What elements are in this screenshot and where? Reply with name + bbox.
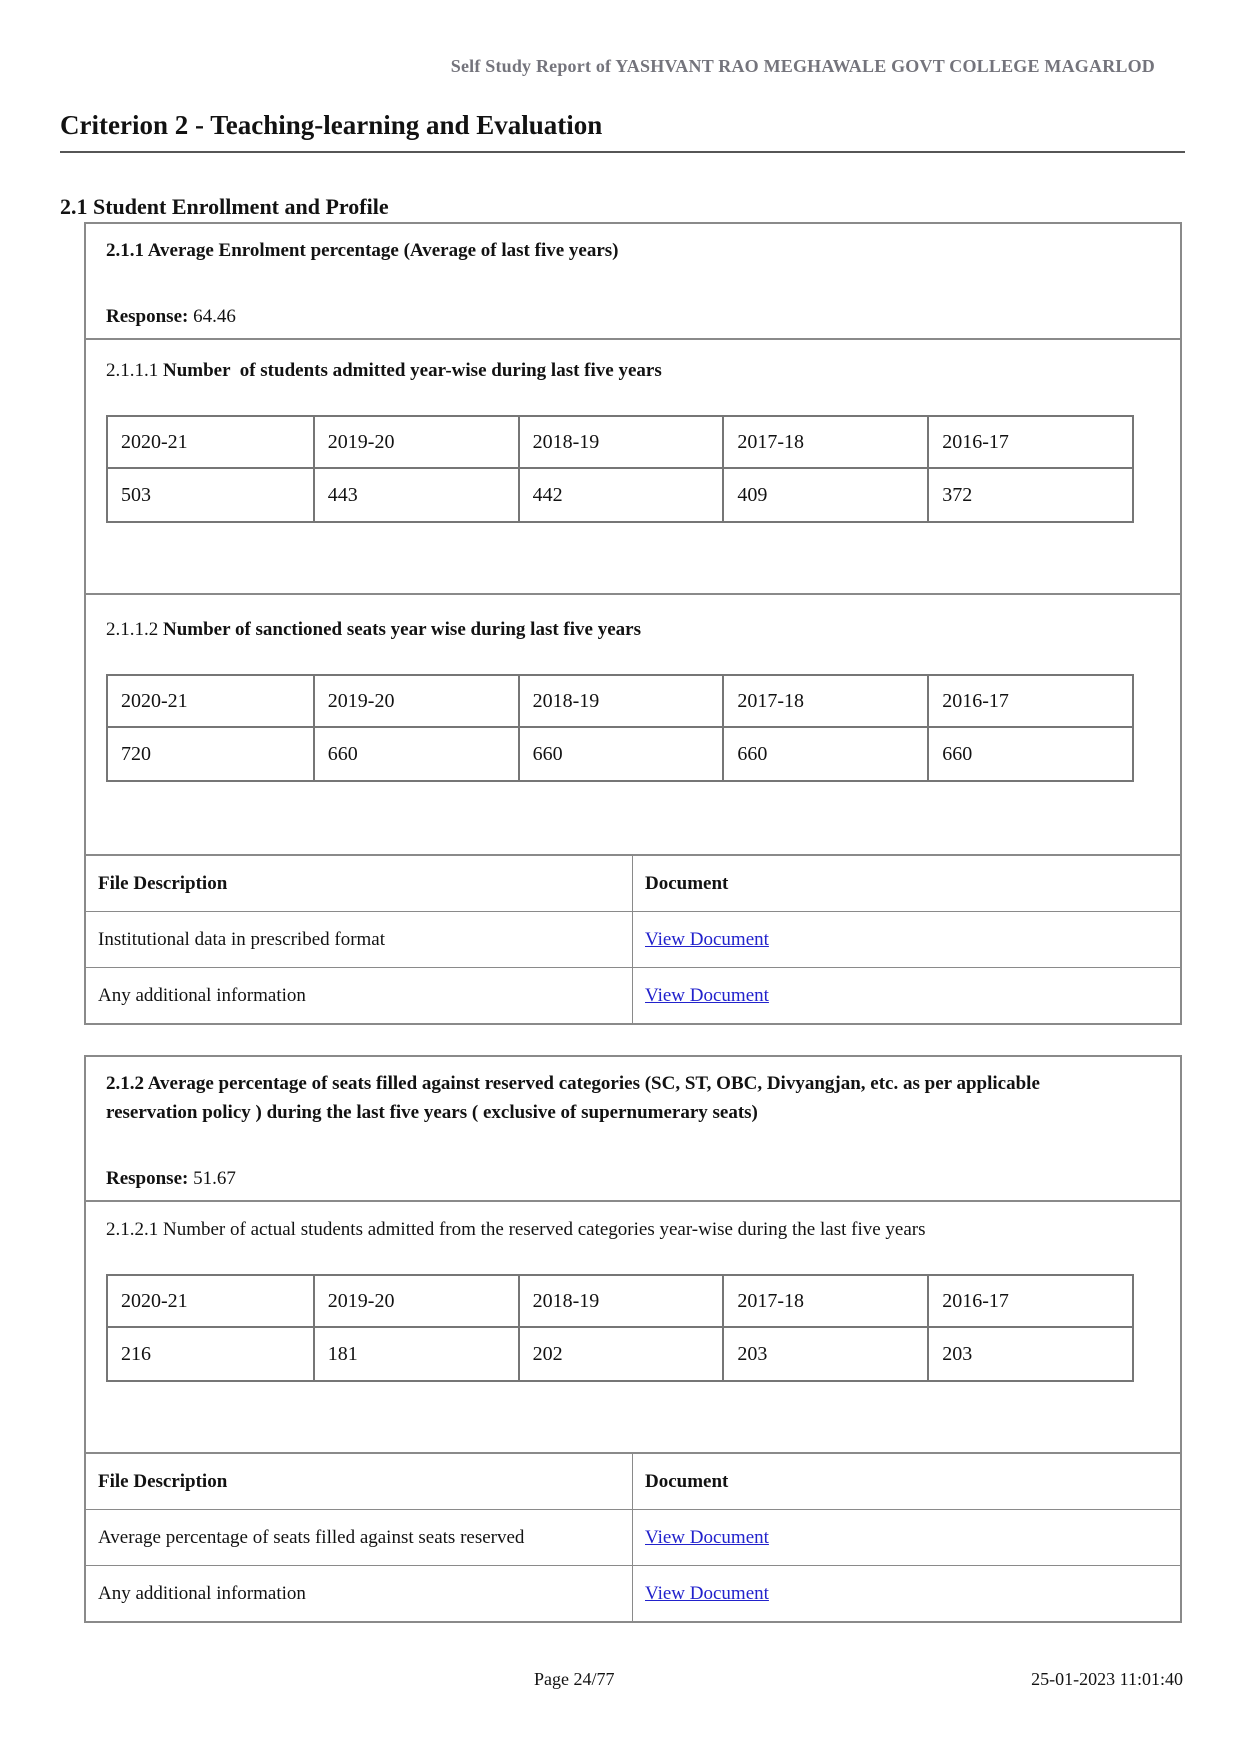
subsection-2-1-2-1-heading bbox=[106, 1215, 1106, 1245]
document-cell bbox=[633, 1565, 1180, 1621]
year-header-cell: 2019-20 bbox=[313, 417, 518, 467]
year-header-cell: 2019-20 bbox=[313, 676, 518, 726]
response-value: 51.67 bbox=[193, 1168, 236, 1189]
table-header-row bbox=[108, 676, 1132, 726]
subsection-2-1-2-1 bbox=[86, 1200, 1180, 1452]
year-header-cell: 2018-19 bbox=[518, 1276, 723, 1326]
document-header: Document bbox=[645, 873, 729, 894]
metric-2-1-1-response bbox=[106, 304, 1160, 330]
subsection-label: Number of actual students admitted from the reserved categories year-wise during the last five years bbox=[163, 1219, 926, 1240]
view-document-link[interactable]: View Document bbox=[645, 1527, 769, 1548]
table-header-row bbox=[108, 417, 1132, 467]
document-cell bbox=[633, 911, 1180, 967]
value-cell: 660 bbox=[722, 728, 927, 780]
file-description-table bbox=[86, 854, 1180, 1023]
year-header-cell: 2017-18 bbox=[722, 676, 927, 726]
value-cell: 203 bbox=[722, 1328, 927, 1380]
table-header-row bbox=[108, 1276, 1132, 1326]
file-description-header: File Description bbox=[86, 1454, 633, 1509]
subsection-2-1-1-2-heading bbox=[106, 615, 1106, 645]
subsection-label: Number of students admitted year-wise during last five years bbox=[163, 360, 662, 381]
value-cell: 181 bbox=[313, 1328, 518, 1380]
file-description-cell: Any additional information bbox=[86, 1565, 633, 1621]
year-header-cell: 2020-21 bbox=[121, 689, 188, 712]
value-cell: 216 bbox=[121, 1342, 151, 1365]
page-number: Page 24/77 bbox=[534, 1669, 615, 1689]
file-description-header: File Description bbox=[86, 856, 633, 911]
year-header-cell: 2017-18 bbox=[722, 1276, 927, 1326]
metric-2-1-1-title: 2.1.1 Average Enrolment percentage (Average of last five years) bbox=[106, 240, 619, 261]
view-document-link[interactable]: View Document bbox=[645, 929, 769, 950]
value-cell: 409 bbox=[722, 469, 927, 521]
subsection-number: 2.1.1.1 bbox=[106, 360, 159, 381]
response-label: Response: bbox=[106, 1168, 189, 1189]
year-header-cell: 2016-17 bbox=[927, 676, 1132, 726]
year-header-cell: 2016-17 bbox=[927, 1276, 1132, 1326]
sanctioned-seats-table bbox=[106, 674, 1134, 782]
year-header-cell: 2018-19 bbox=[518, 417, 723, 467]
file-description-cell: Institutional data in prescribed format bbox=[86, 911, 633, 967]
subsection-2-1-1-2 bbox=[86, 593, 1180, 854]
value-cell: 442 bbox=[518, 469, 723, 521]
table-value-row bbox=[108, 467, 1132, 521]
metric-2-1-1-head bbox=[86, 224, 1180, 338]
year-header-cell: 2017-18 bbox=[722, 417, 927, 467]
file-description-table bbox=[86, 1452, 1180, 1621]
table-value-row bbox=[108, 1326, 1132, 1380]
year-header-cell: 2019-20 bbox=[313, 1276, 518, 1326]
year-header-cell: 2020-21 bbox=[121, 430, 188, 453]
value-cell: 372 bbox=[927, 469, 1132, 521]
view-document-link[interactable]: View Document bbox=[645, 1583, 769, 1604]
value-cell: 720 bbox=[121, 742, 151, 765]
file-description-cell bbox=[86, 1509, 633, 1565]
response-label: Response: bbox=[106, 306, 189, 327]
table-value-row bbox=[108, 726, 1132, 780]
year-header-cell: 2020-21 bbox=[121, 1289, 188, 1312]
page-footer bbox=[60, 1668, 1185, 1694]
value-cell: 503 bbox=[121, 483, 151, 506]
metric-2-1-2-response bbox=[106, 1166, 1160, 1192]
metric-2-1-2-box bbox=[84, 1055, 1182, 1623]
subsection-number: 2.1.1.2 bbox=[106, 619, 159, 640]
subsection-label: Number of sanctioned seats year wise during last five years bbox=[163, 619, 641, 640]
report-running-header: Self Study Report of YASHVANT RAO MEGHAWALE GOVT COLLEGE MAGARLOD bbox=[450, 56, 1155, 76]
document-cell bbox=[633, 1509, 1180, 1565]
year-header-cell: 2016-17 bbox=[927, 417, 1132, 467]
section-heading: 2.1 Student Enrollment and Profile bbox=[60, 194, 389, 219]
criterion-heading: Criterion 2 - Teaching-learning and Evaluation bbox=[60, 108, 1185, 153]
view-document-link[interactable]: View Document bbox=[645, 985, 769, 1006]
file-description-text: Average percentage of seats filled against seats reserved bbox=[98, 1527, 525, 1548]
metric-2-1-2-head bbox=[86, 1057, 1180, 1200]
footer-timestamp: 25-01-2023 11:01:40 bbox=[1031, 1669, 1183, 1689]
file-description-cell: Any additional information bbox=[86, 967, 633, 1023]
metric-2-1-1-box bbox=[84, 222, 1182, 1025]
value-cell: 203 bbox=[927, 1328, 1132, 1380]
metric-2-1-2-title: 2.1.2 Average percentage of seats filled against reserved categories (SC, ST, OBC, Divyangjan, etc. as per applicable reservation policy ) during the last five years ( exclusive of supernumerary seats) bbox=[106, 1073, 1040, 1123]
response-value: 64.46 bbox=[193, 306, 236, 327]
subsection-number: 2.1.2.1 bbox=[106, 1219, 159, 1240]
value-cell: 660 bbox=[927, 728, 1132, 780]
value-cell: 202 bbox=[518, 1328, 723, 1380]
reserved-admitted-table bbox=[106, 1274, 1134, 1382]
value-cell: 443 bbox=[313, 469, 518, 521]
year-header-cell: 2018-19 bbox=[518, 676, 723, 726]
document-cell bbox=[633, 967, 1180, 1023]
subsection-2-1-1-1-heading bbox=[106, 356, 1106, 386]
subsection-2-1-1-1 bbox=[86, 338, 1180, 593]
page-content bbox=[60, 0, 1185, 1694]
document-header: Document bbox=[645, 1471, 729, 1492]
value-cell: 660 bbox=[313, 728, 518, 780]
students-admitted-table bbox=[106, 415, 1134, 523]
value-cell: 660 bbox=[518, 728, 723, 780]
